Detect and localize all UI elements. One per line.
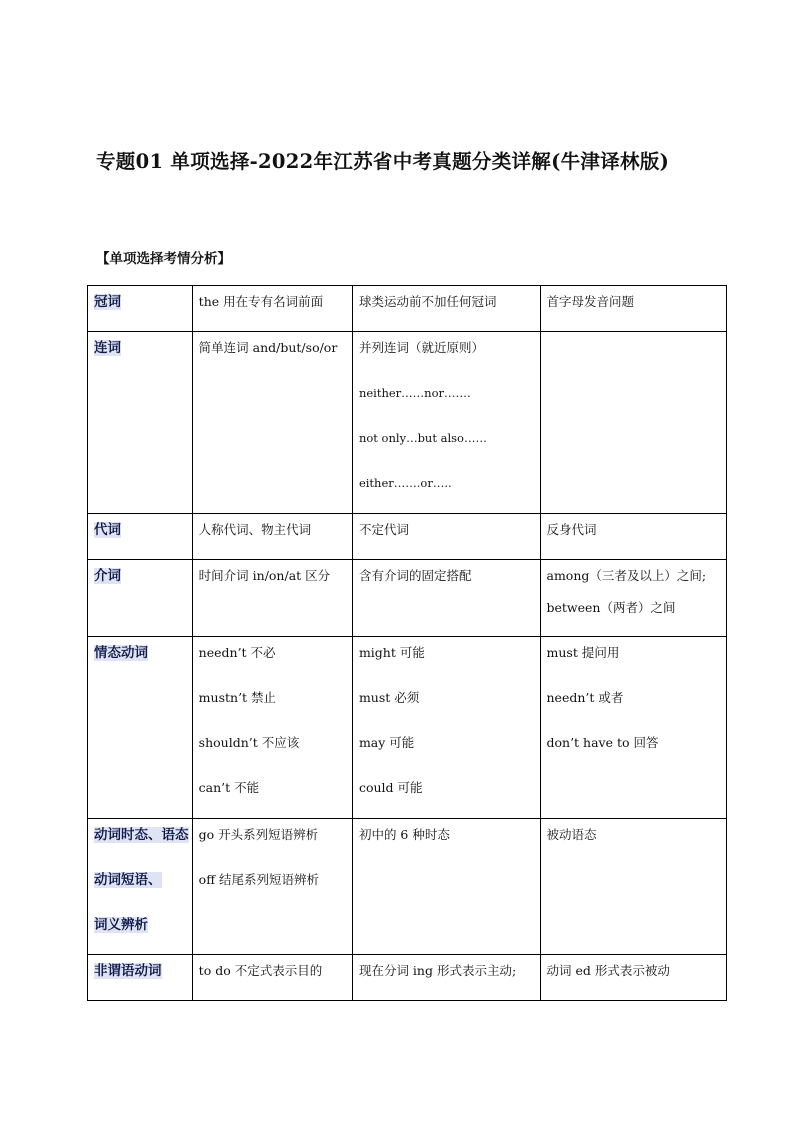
cell-text: 现在分词 ing 形式表示主动; [358,963,517,978]
cell-text: to do 不定式表示目的 [198,963,323,978]
category-cell [88,514,193,560]
category-label: 介词 [94,568,121,584]
cell-text: not only…but also…… [358,431,487,445]
cell-text: might 可能 [358,645,425,660]
cell-text: 反身代词 [546,522,597,537]
table-cell [192,560,352,637]
cell-text: 动词 ed 形式表示被动 [546,963,670,978]
table-cell [540,514,727,560]
cell-text: 首字母发音问题 [546,294,635,309]
cell-text: among（三者及以上）之间; [546,568,707,583]
document-title: 专题01 单项选择-2022年江苏省中考真题分类详解(牛津译林版) [96,150,670,173]
cell-text: must 必须 [358,690,420,705]
table-cell [192,332,352,514]
cell-text: shouldn’t 不应该 [198,735,300,750]
cell-text: could 可能 [358,780,423,795]
cell-text: don’t have to 回答 [546,735,659,750]
cell-text: 时间介词 in/on/at 区分 [198,568,331,583]
table-cell [352,637,540,819]
cell-text: can’t 不能 [198,780,260,795]
table-row [88,560,727,637]
table-cell [352,332,540,514]
table-cell [352,955,540,1001]
exam-analysis-table [87,285,727,1001]
cell-text: either…….or….. [358,476,452,490]
cell-text: between（两者）之间 [546,600,676,615]
table-cell [352,286,540,332]
table-cell [192,955,352,1001]
category-cell [88,332,193,514]
cell-text: 含有介词的固定搭配 [358,568,472,583]
table-cell [192,286,352,332]
table-cell [540,560,727,637]
category-cell [88,286,193,332]
table-row [88,955,727,1001]
cell-text: 人称代词、物主代词 [198,522,312,537]
table-cell [540,819,727,955]
table-row [88,286,727,332]
cell-text: mustn’t 禁止 [198,690,277,705]
table-cell [540,286,727,332]
cell-text: 不定代词 [358,522,409,537]
cell-text: needn’t 或者 [546,690,624,705]
cell-text: 简单连词 and/but/so/or [198,340,338,355]
table-cell [352,560,540,637]
cell-text: neither……nor……. [358,386,471,400]
cell-text: go 开头系列短语辨析 [198,827,319,842]
cell-text: the 用在专有名词前面 [198,294,324,309]
table-cell [352,819,540,955]
cell-text: may 可能 [358,735,415,750]
table-cell [352,514,540,560]
table-row [88,819,727,955]
category-label: 动词时态、语态 [94,827,189,843]
category-label: 代词 [94,522,121,538]
category-label: 词义辨析 [94,917,148,933]
table-cell [192,637,352,819]
category-label: 动词短语、 [94,872,162,888]
category-cell [88,819,193,955]
category-cell [88,637,193,819]
table-row [88,514,727,560]
table-cell [540,955,727,1001]
section-heading: 【单项选择考情分析】 [96,251,231,267]
cell-text: must 提问用 [546,645,620,660]
category-label: 冠词 [94,294,121,310]
table-cell [540,332,727,514]
table-cell [540,637,727,819]
category-label: 连词 [94,340,121,356]
category-label: 非谓语动词 [94,963,162,979]
cell-text: off 结尾系列短语辨析 [198,872,320,887]
category-label: 情态动词 [94,645,148,661]
category-cell [88,560,193,637]
cell-text: 初中的 6 种时态 [358,827,450,842]
cell-text: 并列连词（就近原则） [358,340,484,355]
table-cell [192,514,352,560]
table-cell [192,819,352,955]
table-row [88,637,727,819]
cell-text: 被动语态 [546,827,597,842]
cell-text: needn’t 不必 [198,645,276,660]
cell-text: 球类运动前不加任何冠词 [358,294,497,309]
category-cell [88,955,193,1001]
table-row [88,332,727,514]
